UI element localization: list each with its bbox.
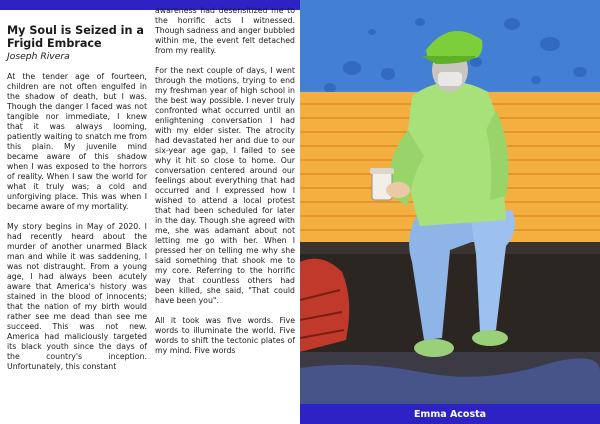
paragraph: My story begins in May of 2020. I had recently heard about the murder of another unarmed Black man and while it was saddening, I was not distraught. From a young age, I had always been acutely aware that America's history was stained in the blood of innocents; that the nation of my birth would rather see me dead than see me succeed. This was not new. America had maliciously targeted its black youth since the days of the country's inception. Unfortunately, this constant [7,222,147,371]
text-column-left [7,18,147,382]
face-mask [438,72,462,86]
paragraph: awareness had desensitized me to the horrific acts I witnessed. Though sadness and anger bubbled within me, the event felt detached from my reality. [155,6,295,55]
paragraph: At the tender age of fourteen, children are not often engulfed in the shadow of death, but I was. Though the danger I faced was not tangible nor immediate, I knew that it was always looming, patiently waiting to snatch me from this plain. My juvenile mind became aware of this shadow when I was exposed to the horrors of reality. When I saw the world for what it truly was; a cold and unforgiving place. This was when I became aware of my mortality. [7,72,147,211]
article-author: Joseph Rivera [7,51,70,62]
shoe-left [414,339,454,357]
article-text [7,6,295,422]
text-column-right [155,6,295,366]
artist-name: Emma Acosta [413,408,487,420]
red-bag [300,259,349,352]
article-title: My Soul is Seized in a Frigid Embrace [7,24,144,50]
artist-caption-bar [300,404,600,424]
shoe-right [472,330,508,346]
artwork-illustration [300,0,600,404]
paragraph: For the next couple of days, I went through the motions, trying to end my freshman year of high school in the best way possible. I never truly confronted what occurred until an enlightening conversation I had with my elder sister. The atrocity had devastated her and due to our six-year age gap, I failed to see why it hit so close to home. Our conversation centered around our feelings about everything that had occurred and I expressed how I wished to attend a local protest that had been scheduled for later in the day. Though she agreed with me, she was adamant about not letting me go with her. When I pressed her on telling me why she said something that shook me to my core. Referring to the horrific way that countless others had been killed, she said, "That could have been you". [155,66,295,305]
paragraph: All it took was five words. Five words to illuminate the world. Five words to shift the tectonic plates of my mind. Five words [155,316,295,355]
